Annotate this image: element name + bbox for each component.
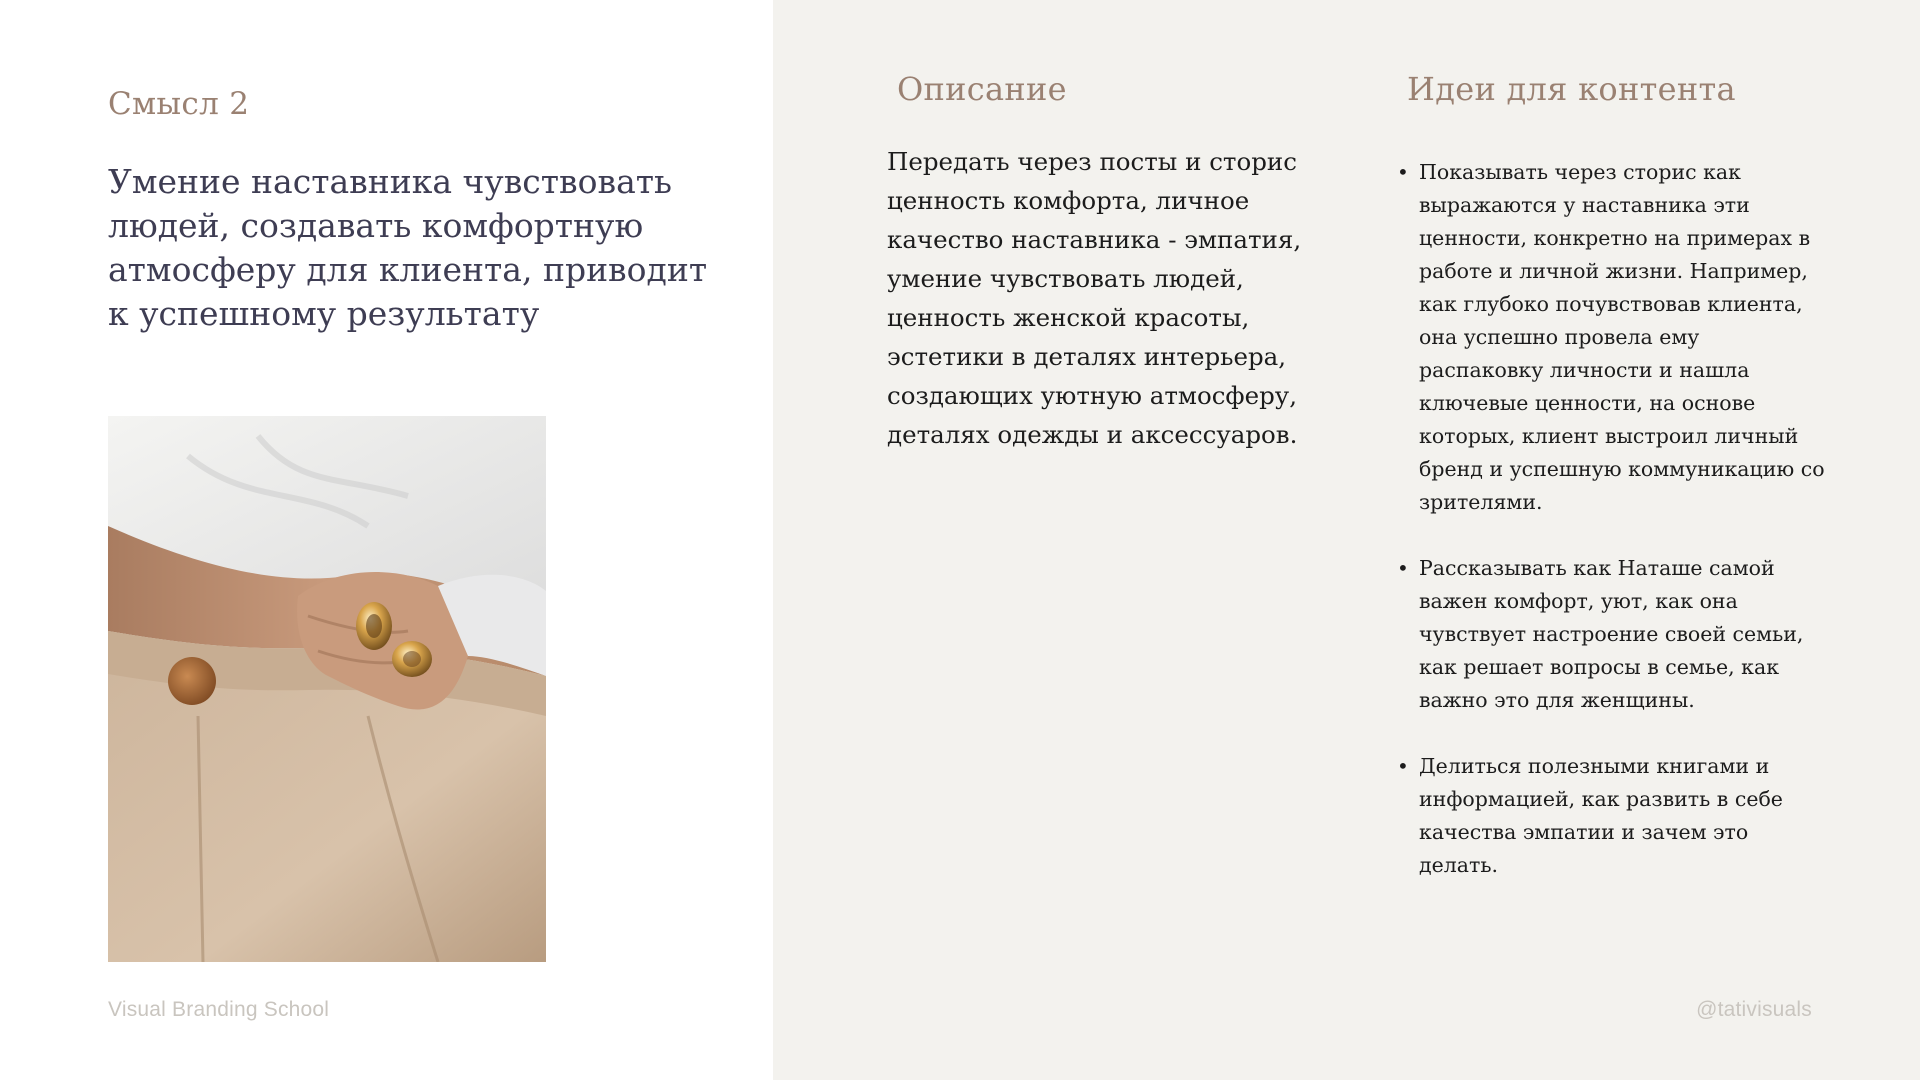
footer-brand: Visual Branding School bbox=[108, 998, 330, 1021]
list-item-text: Показывать через сторис как выражаются у наставника эти ценности, конкретно на примерах в работе и личной жизни. Например, как глубоко почувствовав клиента, она успешно провела ему распаковку личности и нашла ключевые ценности, на основе которых, клиент выстроил личный бренд и успешную коммуникацию со зрителями. bbox=[1419, 160, 1825, 514]
section-label: Смысл 2 bbox=[108, 86, 250, 122]
list-item bbox=[1397, 750, 1827, 882]
list-item-text: Рассказывать как Наташе самой важен комфорт, уют, как она чувствует настроение своей семьи, как решает вопросы в семье, как важно это для женщины. bbox=[1419, 556, 1804, 712]
ideas-list bbox=[1397, 156, 1827, 915]
list-item-text: Делиться полезными книгами и информацией, как развить в себе качества эмпатии и зачем это делать. bbox=[1419, 754, 1783, 877]
description-title: Описание bbox=[897, 70, 1067, 108]
description-text: Передать через посты и сторис ценность комфорта, личное качество наставника - эмпатия, умение чувствовать людей, ценность женской красоты, эстетики в деталях интерьера, создающих уютную атмосферу, деталях одежды и аксессуаров. bbox=[887, 147, 1302, 449]
photo-hand-rings-icon bbox=[108, 416, 546, 962]
footer-handle: @tativisuals bbox=[1696, 998, 1812, 1021]
ideas-title: Идеи для контента bbox=[1407, 70, 1736, 108]
bullet-icon: • bbox=[1397, 556, 1409, 580]
main-heading: Умение наставника чувствовать людей, создавать комфортную атмосферу для клиента, приводит к успешному результату bbox=[108, 162, 708, 333]
list-item bbox=[1397, 156, 1827, 519]
bullet-icon: • bbox=[1397, 754, 1409, 778]
left-panel bbox=[0, 0, 773, 1080]
list-item bbox=[1397, 552, 1827, 717]
photo-hand-rings bbox=[108, 416, 546, 962]
bullet-icon: • bbox=[1397, 160, 1409, 184]
